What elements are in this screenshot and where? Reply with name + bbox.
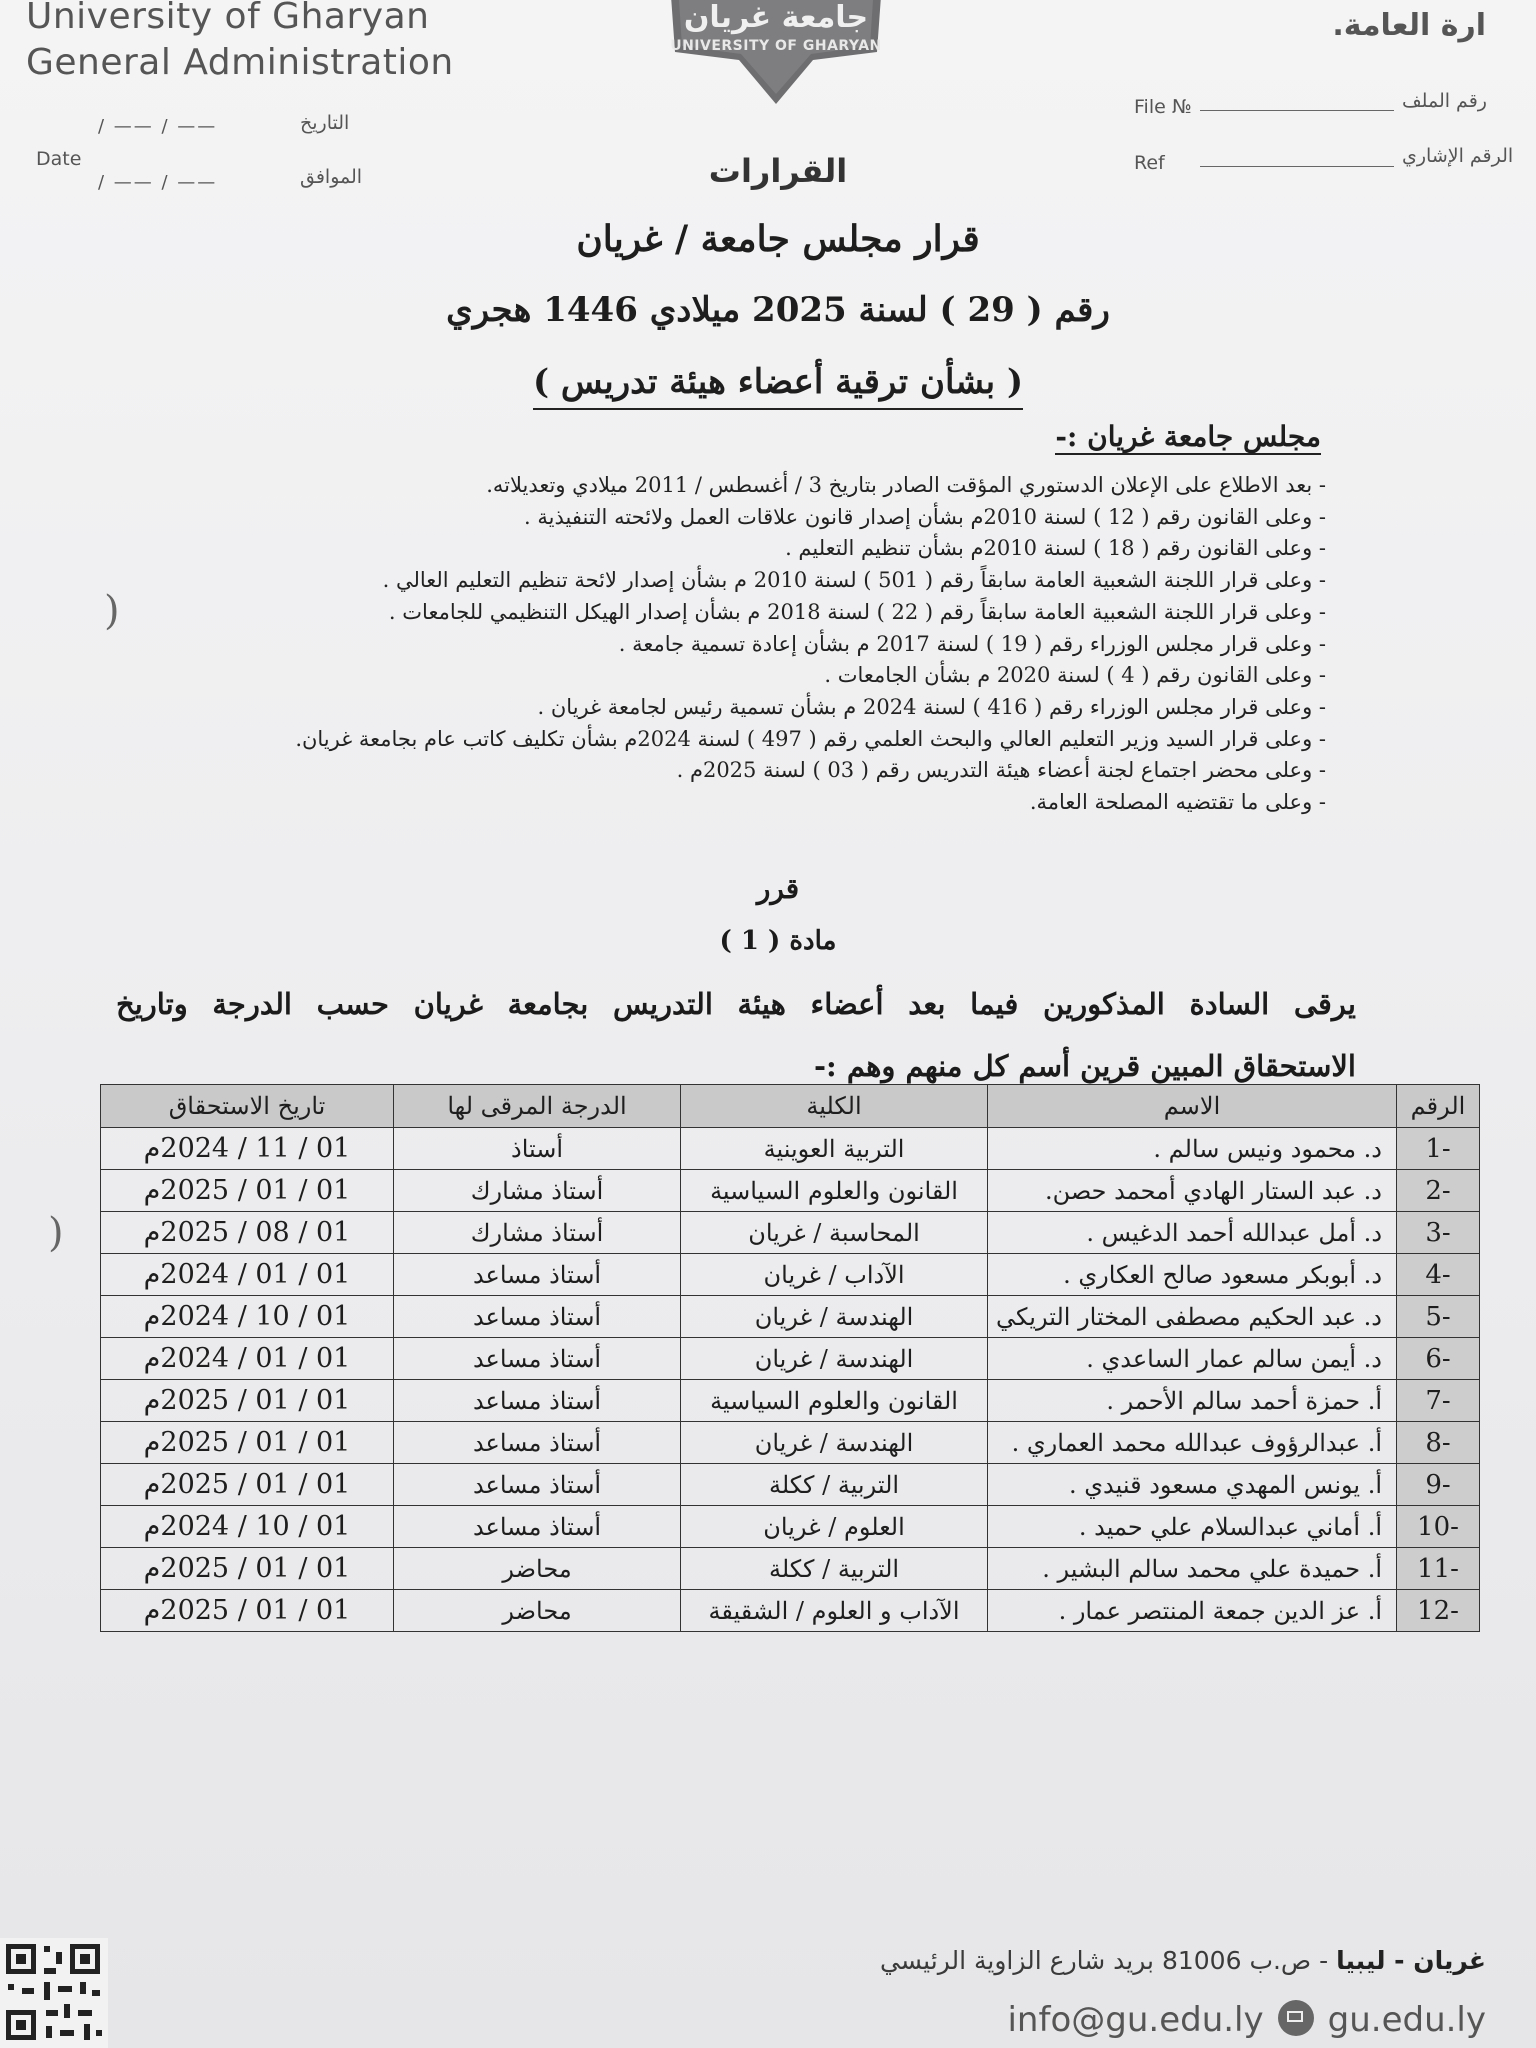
row-date: 01 / 01 / 2024م <box>101 1338 394 1380</box>
hijri-date-blank: / —— / —— <box>98 172 218 193</box>
table-row <box>101 1506 1480 1548</box>
row-date: 01 / 10 / 2024م <box>101 1506 394 1548</box>
footer-website[interactable]: gu.edu.ly <box>1327 2000 1486 2040</box>
row-faculty: التربية العوينية <box>681 1128 988 1170</box>
administration-line: General Administration <box>26 42 454 83</box>
row-rank: أستاذ مشارك <box>394 1170 681 1212</box>
row-name: أ. عز الدين جمعة المنتصر عمار . <box>988 1590 1397 1632</box>
col-name-header: الاسم <box>988 1085 1397 1128</box>
row-date: 01 / 11 / 2024م <box>101 1128 394 1170</box>
ref-label-en: Ref <box>1134 152 1165 174</box>
row-name: أ. حمزة أحمد سالم الأحمر . <box>988 1380 1397 1422</box>
row-name: أ. عبدالرؤوف عبدالله محمد العماري . <box>988 1422 1397 1464</box>
table-row <box>101 1548 1480 1590</box>
row-rank: أستاذ مساعد <box>394 1296 681 1338</box>
clause: - بعد الاطلاع على الإعلان الدستوري المؤقت الصادر بتاريخ 3 / أغسطس / 2011 ميلادي وتعديلاته. <box>486 473 1326 497</box>
row-number: -8 <box>1397 1422 1480 1464</box>
row-name: د. عبد الستار الهادي أمحمد حصن. <box>988 1170 1397 1212</box>
qr-code-icon <box>0 1938 108 2048</box>
footer-city: غريان - ليبيا <box>1336 1946 1486 1975</box>
section-title: القرارات <box>708 152 848 190</box>
file-number-line <box>1200 110 1394 111</box>
logo-text-en: UNIVERSITY OF GHARYAN <box>670 38 882 54</box>
row-number: -11 <box>1397 1548 1480 1590</box>
table-row <box>101 1128 1480 1170</box>
footer-po-box: - ص.ب 81006 بريد شارع الزاوية الرئيسي <box>880 1946 1337 1975</box>
row-name: أ. يونس المهدي مسعود قنيدي . <box>988 1464 1397 1506</box>
footer-address <box>880 1946 1486 1975</box>
council-heading-text: مجلس جامعة غريان :- <box>1055 420 1321 453</box>
file-label-en: File № <box>1134 96 1192 118</box>
row-faculty: العلوم / غريان <box>681 1506 988 1548</box>
clause: - وعلى القانون رقم ( 18 ) لسنة 2010م بشأن تنظيم التعليم . <box>785 536 1326 561</box>
margin-mark: ) <box>104 588 120 634</box>
decision-subject <box>0 362 1536 402</box>
row-faculty: الآداب و العلوم / الشقيقة <box>681 1590 988 1632</box>
university-line: University of Gharyan <box>26 0 430 37</box>
clause: - وعلى القانون رقم ( 12 ) لسنة 2010م بشأن إصدار قانون علاقات العمل ولائحته التنفيذية . <box>524 504 1326 529</box>
col-faculty-header: الكلية <box>681 1085 988 1128</box>
footer-email[interactable]: info@gu.edu.ly <box>1007 2000 1264 2040</box>
hijri-label-ar: الموافق <box>300 166 363 188</box>
row-rank: محاضر <box>394 1590 681 1632</box>
row-name: د. عبد الحكيم مصطفى المختار التريكي <box>988 1296 1397 1338</box>
row-number: -3 <box>1397 1212 1480 1254</box>
table-row <box>101 1338 1480 1380</box>
table-row <box>101 1296 1480 1338</box>
footer-contacts <box>1007 2000 1486 2040</box>
row-faculty: القانون والعلوم السياسية <box>681 1380 988 1422</box>
administration-name-ar: ارة العامة. <box>1332 8 1486 43</box>
clause: - وعلى محضر اجتماع لجنة أعضاء هيئة التدريس رقم ( 03 ) لسنة 2025م . <box>676 758 1326 783</box>
col-number-header: الرقم <box>1397 1085 1480 1128</box>
row-faculty: الهندسة / غريان <box>681 1422 988 1464</box>
clause: - وعلى قرار مجلس الوزراء رقم ( 416 ) لسنة 2024 م بشأن تسمية رئيس لجامعة غريان . <box>537 694 1326 719</box>
row-number: -10 <box>1397 1506 1480 1548</box>
row-name: أ. حميدة علي محمد سالم البشير . <box>988 1548 1397 1590</box>
row-date: 01 / 08 / 2025م <box>101 1212 394 1254</box>
row-number: -9 <box>1397 1464 1480 1506</box>
decision-heading: قرار مجلس جامعة / غريان <box>576 218 980 260</box>
table-row <box>101 1464 1480 1506</box>
col-date-header: تاريخ الاستحقاق <box>101 1085 394 1128</box>
article-heading: مادة ( 1 ) <box>719 926 837 956</box>
row-rank: أستاذ مشارك <box>394 1212 681 1254</box>
row-name: د. محمود ونيس سالم . <box>988 1128 1397 1170</box>
row-name: د. أمل عبدالله أحمد الدغيس . <box>988 1212 1397 1254</box>
decision-subject-text: ( بشأن ترقية أعضاء هيئة تدريس ) <box>533 362 1023 410</box>
row-date: 01 / 01 / 2025م <box>101 1590 394 1632</box>
clause: - وعلى قرار السيد وزير التعليم العالي والبحث العلمي رقم ( 497 ) لسنة 2024م بشأن تكليف كاتب عام بجامعة غريان. <box>295 726 1326 751</box>
clause: - وعلى القانون رقم ( 4 ) لسنة 2020 م بشأن الجامعات . <box>824 663 1326 688</box>
row-faculty: الهندسة / غريان <box>681 1338 988 1380</box>
preamble-clauses <box>226 470 1326 819</box>
promotion-statement: يرقى السادة المذكورين فيما بعد أعضاء هيئة التدريس بجامعة غريان حسب الدرجة وتاريخ <box>116 987 1356 1021</box>
file-label-ar: رقم الملف <box>1402 90 1487 112</box>
clause: - وعلى قرار اللجنة الشعبية العامة سابقاً رقم ( 501 ) لسنة 2010 م بشأن إصدار لائحة تنظيم التعليم العالي . <box>382 568 1326 593</box>
margin-mark: ) <box>48 1210 64 1256</box>
row-number: -4 <box>1397 1254 1480 1296</box>
row-faculty: التربية / ككلة <box>681 1464 988 1506</box>
university-name-en <box>26 0 454 86</box>
row-name: د. أبوبكر مسعود صالح العكاري . <box>988 1254 1397 1296</box>
decided-heading: قرر <box>756 872 800 905</box>
date-label-en: Date <box>36 148 82 170</box>
date-label-ar: التاريخ <box>300 112 350 134</box>
row-date: 01 / 01 / 2024م <box>101 1254 394 1296</box>
table-header-row <box>101 1085 1480 1128</box>
ref-label-ar: الرقم الإشاري <box>1402 145 1514 167</box>
row-name: د. أيمن سالم عمار الساعدي . <box>988 1338 1397 1380</box>
row-number: -2 <box>1397 1170 1480 1212</box>
row-date: 01 / 10 / 2024م <box>101 1296 394 1338</box>
row-rank: أستاذ مساعد <box>394 1422 681 1464</box>
decision-number: رقم ( 29 ) لسنة 2025 ميلادي 1446 هجري <box>446 290 1110 330</box>
table-row <box>101 1170 1480 1212</box>
row-rank: أستاذ مساعد <box>394 1506 681 1548</box>
row-rank: أستاذ مساعد <box>394 1464 681 1506</box>
table-row <box>101 1422 1480 1464</box>
row-faculty: التربية / ككلة <box>681 1548 988 1590</box>
clause: - وعلى قرار مجلس الوزراء رقم ( 19 ) لسنة 2017 م بشأن إعادة تسمية جامعة . <box>618 631 1326 656</box>
table-row <box>101 1590 1480 1632</box>
table-row <box>101 1212 1480 1254</box>
mail-icon <box>1278 2000 1314 2036</box>
row-faculty: الآداب / غريان <box>681 1254 988 1296</box>
row-number: -5 <box>1397 1296 1480 1338</box>
promotions-table <box>100 1084 1480 1632</box>
clause: - وعلى قرار اللجنة الشعبية العامة سابقاً رقم ( 22 ) لسنة 2018 م بشأن إصدار الهيكل التنظيمي للجامعات . <box>388 599 1326 624</box>
date-blank: / —— / —— <box>98 116 218 137</box>
row-date: 01 / 01 / 2025م <box>101 1380 394 1422</box>
row-number: -12 <box>1397 1590 1480 1632</box>
row-faculty: الهندسة / غريان <box>681 1296 988 1338</box>
row-rank: محاضر <box>394 1548 681 1590</box>
row-rank: أستاذ مساعد <box>394 1380 681 1422</box>
table-row <box>101 1254 1480 1296</box>
row-name: أ. أماني عبدالسلام علي حميد . <box>988 1506 1397 1548</box>
promotion-statement-cont: الاستحقاق المبين قرين أسم كل منهم وهم :- <box>813 1049 1356 1083</box>
logo-text-ar: جامعة غريان <box>683 0 869 35</box>
row-date: 01 / 01 / 2025م <box>101 1422 394 1464</box>
row-number: -6 <box>1397 1338 1480 1380</box>
table-row <box>101 1380 1480 1422</box>
promotions-table-grid <box>100 1084 1480 1632</box>
row-rank: أستاذ مساعد <box>394 1254 681 1296</box>
council-heading <box>1055 420 1321 453</box>
row-number: -1 <box>1397 1128 1480 1170</box>
row-date: 01 / 01 / 2025م <box>101 1464 394 1506</box>
row-rank: أستاذ مساعد <box>394 1338 681 1380</box>
col-rank-header: الدرجة المرقى لها <box>394 1085 681 1128</box>
row-faculty: القانون والعلوم السياسية <box>681 1170 988 1212</box>
row-faculty: المحاسبة / غريان <box>681 1212 988 1254</box>
row-date: 01 / 01 / 2025م <box>101 1170 394 1212</box>
row-date: 01 / 01 / 2025م <box>101 1548 394 1590</box>
row-number: -7 <box>1397 1380 1480 1422</box>
row-rank: أستاذ <box>394 1128 681 1170</box>
clause: - وعلى ما تقتضيه المصلحة العامة. <box>1029 790 1326 815</box>
